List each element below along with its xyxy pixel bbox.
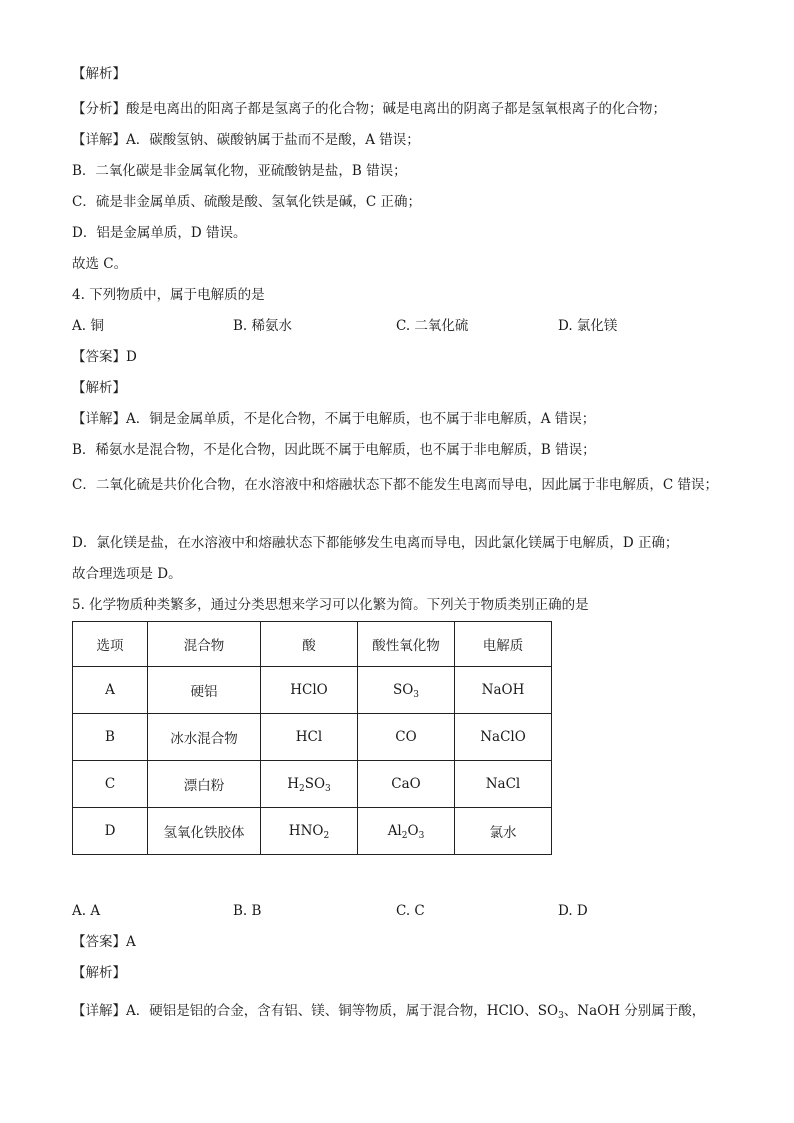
q4-detail-d: D．氯化镁是盐，在水溶液中和熔融状态下都能够发生电离而导电，因此氯化镁属于电解质，D 正确； [72, 535, 679, 551]
table-cell: $H_2SO_3$ [261, 761, 358, 808]
q5-option-d: D. D [558, 903, 588, 919]
q4-conclusion: 故合理选项是 D。 [72, 566, 182, 582]
table-header-cell: 选项 [73, 622, 148, 667]
q4-stem: 4. 下列物质中，属于电解质的是 [72, 287, 265, 303]
table-cell: 冰水混合物 [148, 714, 261, 761]
q4-detail-c: C．二氧化硫是共价化合物，在水溶液中和熔融状态下都不能发生电离而导电，因此属于非电解质，C 错误； [72, 477, 718, 493]
q3-conclusion: 故选 C。 [72, 256, 128, 272]
q5-analysis-label: 【解析】 [72, 965, 126, 981]
q4-option-b: B. 稀氨水 [233, 318, 293, 334]
q4-detail-a: 【详解】A．铜是金属单质，不是化合物，不属于电解质，也不属于非电解质，A 错误； [72, 411, 596, 427]
q5-option-b: B. B [233, 903, 262, 919]
table-cell: A [73, 667, 148, 714]
table-cell: $SO_3$ [358, 667, 455, 714]
q4-option-d: D. 氯化镁 [558, 318, 618, 334]
table-cell: C [73, 761, 148, 808]
table-cell: 氢氧化铁胶体 [148, 808, 261, 855]
table-row [73, 761, 552, 808]
table-cell: NaClO [455, 714, 552, 761]
table-header-cell: 电解质 [455, 622, 552, 667]
table-cell: CaO [358, 761, 455, 808]
q4-option-a: A. 铜 [72, 318, 104, 334]
q5-option-a: A. A [72, 903, 101, 919]
q4-analysis-label: 【解析】 [72, 380, 126, 396]
table-header-cell: 混合物 [148, 622, 261, 667]
q5-detail-a: 【详解】A．硬铝是铝的合金，含有铝、镁、铜等物质，属于混合物，HClO、$SO_3$、NaOH 分别属于酸， [72, 1003, 706, 1021]
q3-detail-a: 【详解】A．碳酸氢钠、碳酸钠属于盐而不是酸，A 错误； [72, 132, 420, 148]
table-cell: 氯水 [455, 808, 552, 855]
q5-option-c: C. C [396, 903, 425, 919]
table-row [73, 714, 552, 761]
table-cell: CO [358, 714, 455, 761]
table-cell: NaOH [455, 667, 552, 714]
q4-detail-b: B．稀氨水是混合物，不是化合物，因此既不属于电解质，也不属于非电解质，B 错误； [72, 442, 596, 458]
analysis-label: 【解析】 [72, 66, 126, 82]
q5-answer: 【答案】A [72, 934, 136, 950]
table-header-cell: 酸 [261, 622, 358, 667]
q3-detail-d: D．铝是金属单质，D 错误。 [72, 225, 247, 241]
table-cell: 漂白粉 [148, 761, 261, 808]
table-row [73, 667, 552, 714]
table-cell: B [73, 714, 148, 761]
table-header-row [73, 622, 552, 667]
q4-answer: 【答案】D [72, 349, 137, 365]
q4-option-c: C. 二氧化硫 [396, 318, 469, 334]
table-cell: HCl [261, 714, 358, 761]
table-header-cell: 酸性氧化物 [358, 622, 455, 667]
q3-detail-c: C．硫是非金属单质、硫酸是酸、氢氧化铁是碱，C 正确； [72, 194, 421, 210]
q5-stem: 5. 化学物质种类繁多，通过分类思想来学习可以化繁为简。下列关于物质类别正确的是 [72, 597, 589, 613]
table-cell: 硬铝 [148, 667, 261, 714]
q3-detail-b: B．二氧化碳是非金属氧化物，亚硫酸钠是盐，B 错误； [72, 163, 407, 179]
table-cell: NaCl [455, 761, 552, 808]
table-cell: D [73, 808, 148, 855]
table-cell: $Al_2O_3$ [358, 808, 455, 855]
table-cell: HClO [261, 667, 358, 714]
table-cell: $HNO_2$ [261, 808, 358, 855]
q3-analysis: 【分析】酸是电离出的阳离子都是氢离子的化合物；碱是电离出的阴离子都是氢氧根离子的化合物； [72, 101, 666, 117]
classification-table [72, 621, 552, 855]
table-row [73, 808, 552, 855]
